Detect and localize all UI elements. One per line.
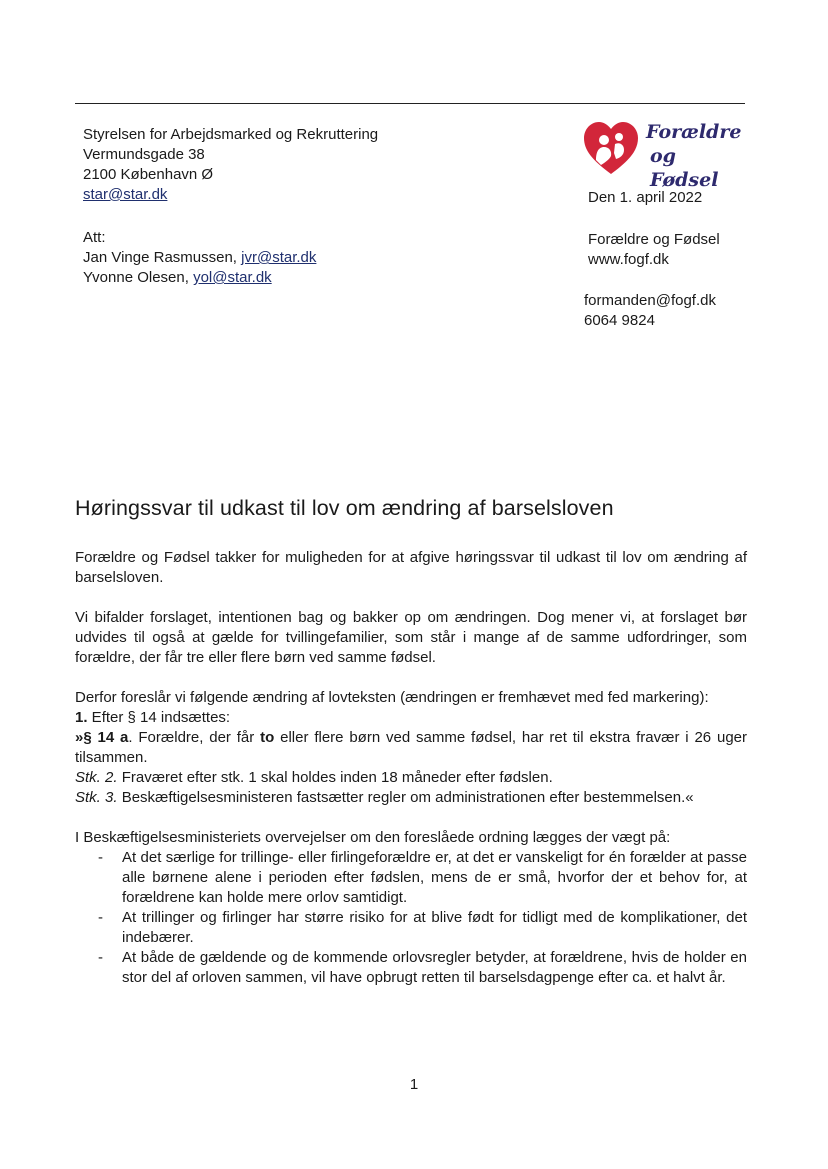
organization-logo	[582, 118, 742, 191]
list-item-text: At det særlige for trillinge- eller firlingeforældre er, at det er vanskeligt for én forælder at passe alle børnene alene i perioden efter fødslen, mens de er små, hvorfor der et behov for, at forældrene kan holde mere orlov samtidigt.	[122, 849, 747, 906]
attention-person2-email-link[interactable]: yol@star.dk	[193, 269, 272, 286]
proposal-stk3	[75, 788, 747, 808]
attention-person1-email-link[interactable]: jvr@star.dk	[241, 249, 317, 266]
considerations-intro: I Beskæftigelsesministeriets overvejelser om den foreslåede ordning lægges der vægt på:	[75, 829, 671, 846]
list-item-text: At trillinger og firlinger har større risiko for at blive født for tidligt med de komplikationer, det indebærer.	[122, 909, 747, 946]
proposal-stk2-label: Stk. 2.	[75, 769, 118, 786]
recipient-email-link[interactable]: star@star.dk	[83, 186, 168, 203]
logo-line2: og Fødsel	[650, 145, 719, 191]
attention-label: Att:	[83, 229, 106, 246]
sender-contact	[584, 291, 716, 331]
paragraph-intro: Forældre og Fødsel takker for muligheden for at afgive høringssvar til udkast til lov om ændring af barselsloven.	[75, 549, 747, 586]
proposal-stk2-text: Fraværet efter stk. 1 skal holdes inden 18 måneder efter fødslen.	[117, 769, 553, 786]
paragraph-support: Vi bifalder forslaget, intentionen bag og bakker op om ændringen. Dog mener vi, at forslaget bør udvides til også at gælde for tvillingefamilier, som står i mange af de samme udfordringer, som forældre, der får tre eller flere børn ved samme fødsel.	[75, 609, 747, 666]
proposal-item-text: Efter § 14 indsættes:	[87, 709, 231, 726]
proposal-paragraph-mark: »§ 14 a	[75, 729, 129, 746]
heart-logo-icon	[582, 120, 640, 176]
attention-block	[83, 228, 316, 288]
list-dash: -	[98, 849, 103, 866]
recipient-org: Styrelsen for Arbejdsmarked og Rekruttering	[83, 126, 379, 143]
proposal-intro: Derfor foreslår vi følgende ændring af lovteksten (ændringen er fremhævet med fed markering):	[75, 689, 709, 706]
proposal-stk3-text: Beskæftigelsesministeren fastsætter regler om administrationen efter bestemmelsen.«	[117, 789, 694, 806]
considerations-list	[75, 848, 747, 988]
logo-wordmark	[646, 120, 742, 192]
proposal-paragraph-text-b: eller flere børn ved samme fødsel, har ret til ekstra fravær i 26 uger tilsammen.	[75, 729, 748, 766]
proposal-paragraph	[75, 728, 747, 768]
list-item-text: At både de gældende og de kommende orlovsregler betyder, at forældrene, hvis de holder en stor del af orloven sammen, vil have opbrugt retten til barselsdagpenge efter ca. et halvt år.	[122, 949, 747, 986]
proposal-paragraph-text-a: . Forældre, der får	[128, 729, 261, 746]
document-title: Høringssvar til udkast til lov om ændring af barselsloven	[75, 496, 614, 520]
proposal-stk3-label: Stk. 3.	[75, 789, 118, 806]
letter-date: Den 1. april 2022	[588, 189, 703, 206]
list-dash: -	[98, 909, 103, 926]
proposal-stk2	[75, 768, 747, 788]
sender-website: www.fogf.dk	[588, 251, 669, 268]
sender-name: Forældre og Fødsel	[588, 231, 720, 248]
logo-line1: Forældre	[646, 121, 742, 143]
page-number: 1	[409, 1076, 419, 1093]
list-item	[75, 948, 747, 988]
proposal-paragraph-bold: to	[260, 729, 275, 746]
header-rule	[75, 103, 745, 104]
list-item	[75, 908, 747, 948]
recipient-city: 2100 København Ø	[83, 166, 214, 183]
recipient-street: Vermundsgade 38	[83, 146, 205, 163]
document-body	[75, 548, 747, 988]
attention-person2-name: Yvonne Olesen,	[83, 269, 189, 286]
list-item	[75, 848, 747, 908]
sender-block	[588, 230, 720, 270]
sender-email: formanden@fogf.dk	[584, 292, 716, 309]
proposal-item-number: 1.	[75, 709, 88, 726]
recipient-address	[83, 125, 378, 205]
attention-person1-name: Jan Vinge Rasmussen,	[83, 249, 237, 266]
proposal-item	[75, 708, 747, 728]
sender-phone: 6064 9824	[584, 312, 655, 329]
list-dash: -	[98, 949, 103, 966]
